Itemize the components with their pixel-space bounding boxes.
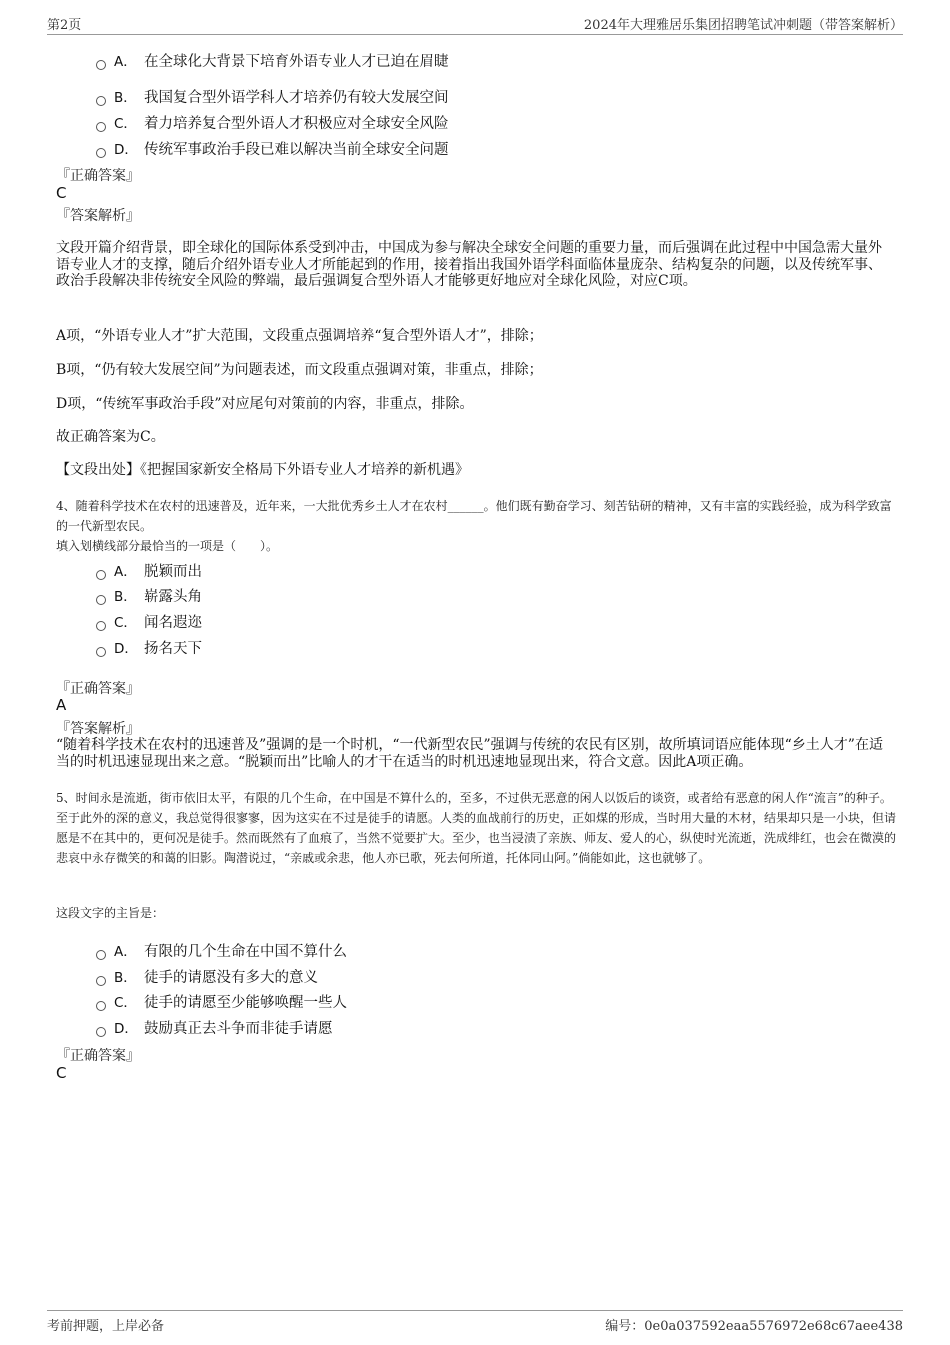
radio-icon[interactable] (96, 647, 106, 657)
q3-note-d: D项，“传统军事政治手段”对应尾句对策前的内容，非重点，排除。 (56, 396, 474, 412)
q4-option-d[interactable]: D． 扬名天下 (96, 637, 202, 658)
q4-stem: 4、随着科学技术在农村的迅速普及，近年来，一大批优秀乡土人才在农村______。他们既有勤奋学习、刻苦钻研的精神，又有丰富的实践经验，成为科学致富的一代新型农民。 (56, 499, 892, 533)
q4-analysis: “随着科学技术在农村的迅速普及”强调的是一个时机，“一代新型农民”强调与传统的农民有区别，故所填词语应能体现“乡土人才”在适当的时机迅速显现出来之意。“脱颖而出”比喻人的才干在适当的时机迅速地显现出来，符合文意。因此A项正确。 (56, 737, 883, 770)
radio-icon[interactable] (96, 1001, 106, 1011)
q3-option-d[interactable]: D． 传统军事政治手段已难以解决当前全球安全问题 (96, 138, 449, 159)
q4-option-c[interactable]: C． 闻名遐迩 (96, 611, 202, 632)
document-id: 编号：0e0a037592eaa5576972e68c67aee438 (605, 1319, 903, 1334)
q5-option-c[interactable]: C． 徒手的请愿至少能够唤醒一些人 (96, 991, 347, 1012)
q4-prompt: 填入划横线部分最恰当的一项是（ ）。 (56, 539, 279, 553)
q5-option-b[interactable]: B． 徒手的请愿没有多大的意义 (96, 966, 318, 987)
q5-option-d[interactable]: D． 鼓励真正去斗争而非徒手请愿 (96, 1017, 333, 1038)
q5-option-a[interactable]: A． 有限的几个生命在中国不算什么 (96, 940, 347, 961)
radio-icon[interactable] (96, 595, 106, 605)
q4-analysis-label: 『答案解析』 (56, 721, 140, 737)
document-title: 2024年大理雅居乐集团招聘笔试冲刺题（带答案解析） (583, 18, 903, 33)
radio-icon[interactable] (96, 621, 106, 631)
radio-icon[interactable] (96, 1027, 106, 1037)
footer-slogan: 考前押题，上岸必备 (47, 1319, 165, 1334)
q3-option-c[interactable]: C． 着力培养复合型外语人才积极应对全球安全风险 (96, 112, 449, 133)
q3-note-a: A项，“外语专业人才”扩大范围，文段重点强调培养“复合型外语人才”，排除； (56, 328, 543, 344)
radio-icon[interactable] (96, 122, 106, 132)
q4-answer-label: 『正确答案』 (56, 681, 140, 697)
page-footer (47, 1310, 903, 1333)
radio-icon[interactable] (96, 148, 106, 158)
q5-prompt: 这段文字的主旨是： (56, 906, 165, 920)
q4-answer: A (56, 696, 67, 714)
q3-option-a[interactable]: A． 在全球化大背景下培育外语专业人才已迫在眉睫 (96, 50, 449, 71)
q4-option-b[interactable]: B． 崭露头角 (96, 585, 202, 606)
q3-analysis: 文段开篇介绍背景，即全球化的国际体系受到冲击，中国成为参与解决全球安全问题的重要力量，而后强调在此过程中中国急需大量外语专业人才的支撑，随后介绍外语专业人才所能起到的作用，接着指出我国外语学科面临体量庞杂、结构复杂的问题，以及传统军事、政治手段解决非传统安全风险的弊端，最后强调复合型外语人才能够更好地应对全球化风险，对应C项。 (56, 240, 882, 289)
q3-note-b: B项，“仍有较大发展空间”为问题表述，而文段重点强调对策，非重点，排除； (56, 362, 543, 378)
radio-icon[interactable] (96, 950, 106, 960)
q3-source: 【文段出处】《把握国家新安全格局下外语专业人才培养的新机遇》 (56, 462, 469, 478)
q4-option-a[interactable]: A． 脱颖而出 (96, 560, 202, 581)
radio-icon[interactable] (96, 60, 106, 70)
radio-icon[interactable] (96, 976, 106, 986)
q3-analysis-label: 『答案解析』 (56, 208, 140, 224)
q5-answer: C (56, 1064, 67, 1082)
q5-stem: 5、时间永是流逝，街市依旧太平，有限的几个生命，在中国是不算什么的，至多，不过供无恶意的闲人以饭后的谈资，或者给有恶意的闲人作“流言”的种子。至于此外的深的意义，我总觉得很寥寥，因为这实在不过是徒手的请愿。人类的血战前行的历史，正如煤的形成，当时用大量的木材，结果却只是一小块，但请愿是不在其中的，更何况是徒手。然而既然有了血痕了，当然不觉要扩大。至少，也当浸渍了亲族、师友、爱人的心，纵使时光流逝，洗成绯红，也会在微漠的悲哀中永存微笑的和蔼的旧影。陶潜说过，“亲戚或余悲，他人亦已歌，死去何所道，托体同山阿。”倘能如此，这也就够了。 (56, 791, 897, 865)
q3-answer-label: 『正确答案』 (56, 168, 140, 184)
q3-option-b[interactable]: B． 我国复合型外语学科人才培养仍有较大发展空间 (96, 86, 449, 107)
q3-answer: C (56, 184, 67, 202)
page-header (47, 14, 903, 35)
radio-icon[interactable] (96, 96, 106, 106)
q3-conclusion: 故正确答案为C。 (56, 429, 165, 445)
radio-icon[interactable] (96, 570, 106, 580)
page-number: 第2页 (47, 18, 82, 33)
q5-answer-label: 『正确答案』 (56, 1048, 140, 1064)
